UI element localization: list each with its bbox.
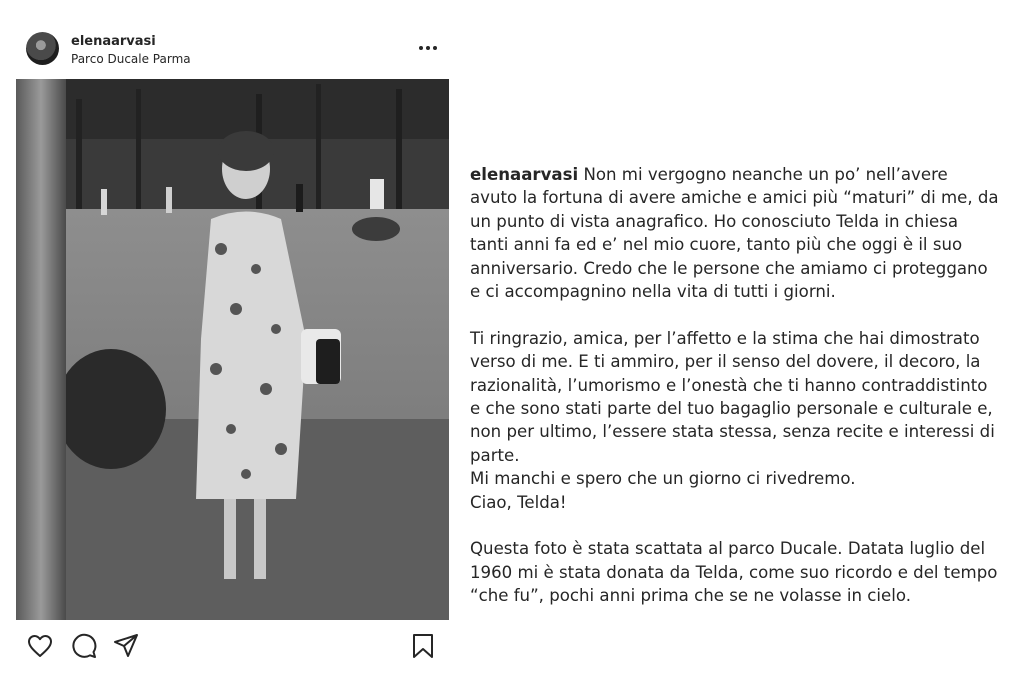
caption-paragraph-3: Questa foto è stata scattata al parco Ducale. Datata luglio del 1960 mi è stata donata da Telda, come suo ricordo e del tempo “che fu”, pochi anni prima che se ne volasse in cielo. [470, 539, 998, 606]
share-icon[interactable] [112, 632, 140, 660]
post-caption [470, 163, 1000, 608]
caption-line-bye: Ciao, Telda! [470, 492, 567, 512]
comment-icon[interactable] [70, 632, 98, 660]
post-photo[interactable] [16, 79, 449, 620]
bookmark-icon[interactable] [409, 632, 437, 660]
caption-line-miss: Mi manchi e spero che un giorno ci rivedremo. [470, 469, 856, 489]
caption-username[interactable]: elenaarvasi [470, 165, 579, 184]
more-options-icon[interactable] [418, 38, 438, 48]
post-actions [16, 628, 449, 664]
post-header [24, 30, 444, 70]
post-username[interactable]: elenaarvasi [71, 34, 156, 49]
caption-text-1: Non mi vergogno neanche un po’ nell’avere avuto la fortuna di avere amiche e amici più “maturi” di me, da un punto di vista anagrafico. Ho conosciuto Telda in chiesa tanti anni fa ed e’ nel mio cuore, tanto più che oggi è il suo anniversario. Credo che le persone che amiamo ci proteggano e ci accompagnino nella vita di tutti i giorni. [470, 165, 999, 302]
avatar[interactable] [26, 32, 59, 65]
caption-paragraph-2: Ti ringrazio, amica, per l’affetto e la stima che hai dimostrato verso di me. E ti ammiro, per il senso del dovere, il decoro, la razionalità, l’umorismo e l’onestà che ti hanno contraddistinto e che sono stati parte del tuo bagaglio personale e culturale e, non per ultimo, l’essere stata stessa, senza recite e interessi di parte. [470, 328, 995, 465]
heart-icon[interactable] [26, 632, 54, 660]
post-location[interactable]: Parco Ducale Parma [71, 52, 191, 66]
caption-paragraph-1 [470, 163, 1000, 303]
